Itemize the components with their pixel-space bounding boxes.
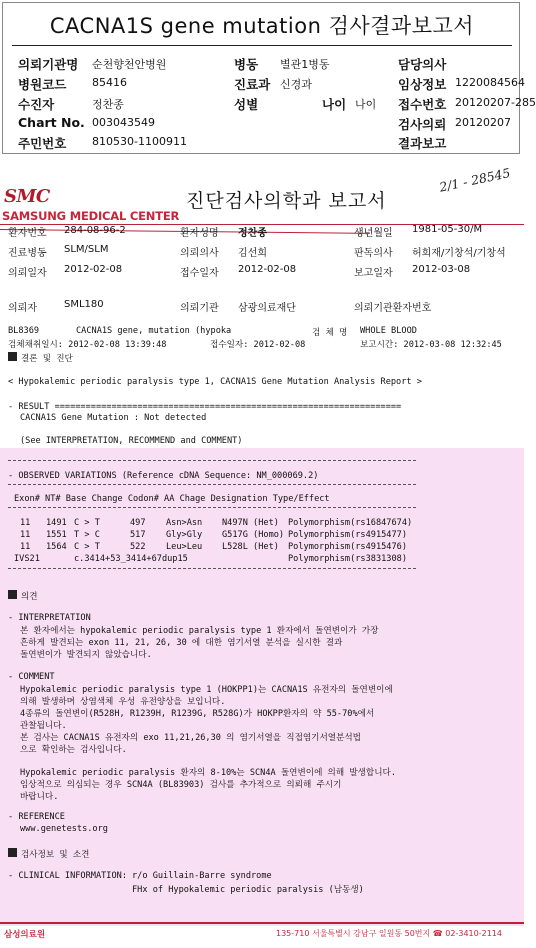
comment-line: 으로 확인하는 검사입니다. xyxy=(20,745,127,755)
specimen-value: WHOLE BLOOD xyxy=(360,326,417,336)
field-label-sex: 성별 xyxy=(234,97,259,112)
section-bullet-icon xyxy=(8,590,17,599)
field-label-clinical-info: 임상정보 xyxy=(398,77,447,92)
test-name: CACNA1S gene, mutation (hypoka xyxy=(76,326,232,336)
comment-line: 4종류의 돌연변이(R528H, R1239H, R1239G, R528G)가 HOKPP환자의 약 55-70%에서 xyxy=(20,709,375,719)
exon: IVS21 xyxy=(14,554,40,564)
codon: 517 xyxy=(130,530,146,540)
info-value-request-date: 2012-02-08 xyxy=(64,264,123,275)
info-label-reading-doctor: 판독의사 xyxy=(354,248,393,259)
info-value-requester: SML180 xyxy=(64,299,104,310)
field-label-request-date: 검사의뢰 xyxy=(398,117,447,132)
interpretation-line: 돌연변이가 발견되지 않았습니다. xyxy=(20,650,152,660)
nt: 1491 xyxy=(46,518,67,528)
field-label-ward: 병동 xyxy=(234,57,259,72)
field-value-patient: 정찬종 xyxy=(92,98,124,111)
report-title: 진단검사의학과 보고서 xyxy=(186,190,387,212)
info-label-birth: 생년월일 xyxy=(354,228,393,239)
field-label-receipt-no: 접수번호 xyxy=(398,97,447,112)
reference-link: www.genetests.org xyxy=(20,824,108,834)
variation-table-header: Exon# NT# Base Change Codon# AA Chage Designation Type/Effect xyxy=(14,494,330,504)
smc-logo: SMC xyxy=(4,186,50,207)
codon: 497 xyxy=(130,518,146,528)
effect: Polymorphism(rs4915477) xyxy=(288,530,407,540)
field-value-clinical-info: 1220084564 xyxy=(455,76,525,89)
designation: L528L (Het) xyxy=(222,542,279,552)
comment-line: 임상적으로 의심되는 경우 SCN4A (BL83903) 검사를 추가적으로 의뢰해 주시기 xyxy=(20,780,342,790)
divider-dash xyxy=(8,460,416,461)
footer-address: 135-710 서울특별시 강남구 일원동 50번지 ☎ 02-3410-2114 xyxy=(276,929,502,938)
result-header: - RESULT =================================================================== xyxy=(8,402,402,412)
aa-change: Leu>Leu xyxy=(166,542,203,552)
field-value-receipt-no: 20120207-285 xyxy=(455,96,536,109)
observed-header: - OBSERVED VARIATIONS (Reference cDNA Sequence: NM_000069.2) xyxy=(8,471,319,481)
exon: 11 xyxy=(20,542,31,552)
divider-dash xyxy=(8,484,416,485)
nt: 1564 xyxy=(46,542,67,552)
field-value-request-date: 20120207 xyxy=(455,116,511,129)
clinical-line: r/o Guillain-Barre syndrome xyxy=(132,871,272,881)
section-conclusion-label: 결론 및 진단 xyxy=(21,354,73,364)
field-label-institution: 의뢰기관명 xyxy=(18,57,79,72)
comment-line: 바랍니다. xyxy=(20,792,59,802)
collect-time: 검체채취일시: 2012-02-08 13:39:48 xyxy=(8,340,167,350)
comment-line: 관찰됩니다. xyxy=(20,721,67,731)
info-value-report-date: 2012-03-08 xyxy=(412,264,471,275)
info-label-patient-no: 환자번호 xyxy=(8,228,47,239)
receive-date: 접수일자: 2012-02-08 xyxy=(210,340,306,350)
comment-line: 의해 발생하며 상염색체 우성 유전양상을 보입니다. xyxy=(20,697,226,707)
base-change: c.3414+53_3414+67dup15 xyxy=(74,554,188,564)
info-value-reading-doctor: 허희재/기창석/기창석 xyxy=(412,248,506,259)
clinical-line: FHx of Hypokalemic periodic paralysis (남동생) xyxy=(132,885,364,895)
base-change: C > T xyxy=(74,518,100,528)
result-value: CACNA1S Gene Mutation : Not detected xyxy=(20,413,207,423)
section-opinion-label: 의견 xyxy=(21,592,38,602)
divider-dash xyxy=(8,507,416,508)
aa-change: Asn>Asn xyxy=(166,518,203,528)
designation: G517G (Homo) xyxy=(222,530,285,540)
field-value-hospital-code: 85416 xyxy=(92,76,127,89)
field-value-chart-no: 003043549 xyxy=(92,116,155,129)
effect: Polymorphism(rs4915476) xyxy=(288,542,407,552)
section-bullet-icon xyxy=(8,848,17,857)
nt: 1551 xyxy=(46,530,67,540)
interpretation-title: - INTERPRETATION xyxy=(8,613,91,623)
footer-hospital: 삼성의료원 xyxy=(4,930,46,940)
info-value-institution: 삼광의료재단 xyxy=(238,303,296,314)
title-divider xyxy=(12,45,512,46)
codon: 522 xyxy=(130,542,146,552)
field-value-age: 나이 xyxy=(355,98,377,111)
base-change: T > C xyxy=(74,530,100,540)
divider-dash xyxy=(8,568,416,569)
section-test-info-label: 검사정보 및 소견 xyxy=(21,850,90,860)
section-test-info xyxy=(8,848,89,860)
section-conclusion xyxy=(8,352,73,364)
comment-line: Hypokalemic periodic paralysis type 1 (HOKPP1)는 CACNA1S 유전자의 돌연변이에 xyxy=(20,685,393,695)
field-label-chart-no: Chart No. xyxy=(18,115,85,130)
info-value-birth: 1981-05-30/M xyxy=(412,224,483,235)
info-label-ward: 진료병동 xyxy=(8,248,47,259)
hospital-name: SAMSUNG MEDICAL CENTER xyxy=(2,209,180,223)
info-label-requesting-doctor: 의뢰의사 xyxy=(180,248,219,259)
field-value-institution: 순천향천안병원 xyxy=(92,58,167,71)
interpretation-line: 본 환자에서는 hypokalemic periodic paralysis type 1 환자에서 돌연변이가 가장 xyxy=(20,626,379,636)
field-label-doctor: 담당의사 xyxy=(398,57,447,72)
comment-line: 본 검사는 CACNA1S 유전자의 exo 11,21,26,30 의 염기서열을 직접염기서열분석법 xyxy=(20,733,361,743)
field-label-patient: 수진자 xyxy=(18,97,55,112)
analysis-title: < Hypokalemic periodic paralysis type 1, CACNA1S Gene Mutation Analysis Report > xyxy=(8,377,422,387)
info-label-requester: 의뢰자 xyxy=(8,303,37,314)
footer-rule xyxy=(0,922,524,924)
report-time: 보고시간: 2012-03-08 12:32:45 xyxy=(360,340,502,350)
comment-title: - COMMENT xyxy=(8,672,55,682)
field-value-resident-no: 810530-1100911 xyxy=(92,135,187,148)
reference-title: - REFERENCE xyxy=(8,812,65,822)
info-label-request-date: 의뢰일자 xyxy=(8,268,47,279)
document-title: CACNA1S gene mutation 검사결과보고서 xyxy=(49,14,475,38)
field-label-resident-no: 주민번호 xyxy=(18,136,67,151)
exon: 11 xyxy=(20,518,31,528)
info-value-patient-no: 284-08-96-2 xyxy=(64,225,126,236)
see-note: (See INTERPRETATION, RECOMMEND and COMMENT) xyxy=(20,436,243,446)
info-value-patient-name: 정찬종 xyxy=(238,228,267,239)
field-label-hospital-code: 병원코드 xyxy=(18,77,67,92)
info-label-report-date: 보고일자 xyxy=(354,268,393,279)
effect: Polymorphism(rs16847674) xyxy=(288,518,413,528)
interpretation-line: 흔하게 발견되는 exon 11, 21, 26, 30 에 대한 염기서열 분석을 실시한 결과 xyxy=(20,638,343,648)
field-value-ward: 별관1병동 xyxy=(280,58,330,71)
aa-change: Gly>Gly xyxy=(166,530,203,540)
effect: Polymorphism(rs3831308) xyxy=(288,554,407,564)
exon: 11 xyxy=(20,530,31,540)
info-label-institution-patient-no: 의뢰기관환자번호 xyxy=(354,303,432,314)
field-label-age: 나이 xyxy=(322,97,347,112)
section-bullet-icon xyxy=(8,352,17,361)
section-opinion xyxy=(8,590,38,602)
info-label-institution: 의뢰기관 xyxy=(180,303,219,314)
field-value-department: 신경과 xyxy=(280,78,312,91)
base-change: C > T xyxy=(74,542,100,552)
clinical-label: - CLINICAL INFORMATION: xyxy=(8,871,127,881)
info-value-ward: SLM/SLM xyxy=(64,244,109,255)
info-value-requesting-doctor: 김선희 xyxy=(238,248,267,259)
designation: N497N (Het) xyxy=(222,518,279,528)
info-label-patient-name: 환자성명 xyxy=(180,228,219,239)
info-value-receipt-date: 2012-02-08 xyxy=(238,264,297,275)
specimen-label: 검 체 명 xyxy=(312,328,348,338)
handwritten-note: 2/1 - 28545 xyxy=(438,165,512,195)
field-label-result-report: 결과보고 xyxy=(398,136,447,151)
field-label-department: 진료과 xyxy=(234,77,271,92)
info-label-receipt-date: 접수일자 xyxy=(180,268,219,279)
comment-line: Hypokalemic periodic paralysis 환자의 8-10%는 SCN4A 돌연변이에 의해 발생합니다. xyxy=(20,768,396,778)
test-code: BL8369 xyxy=(8,326,40,336)
